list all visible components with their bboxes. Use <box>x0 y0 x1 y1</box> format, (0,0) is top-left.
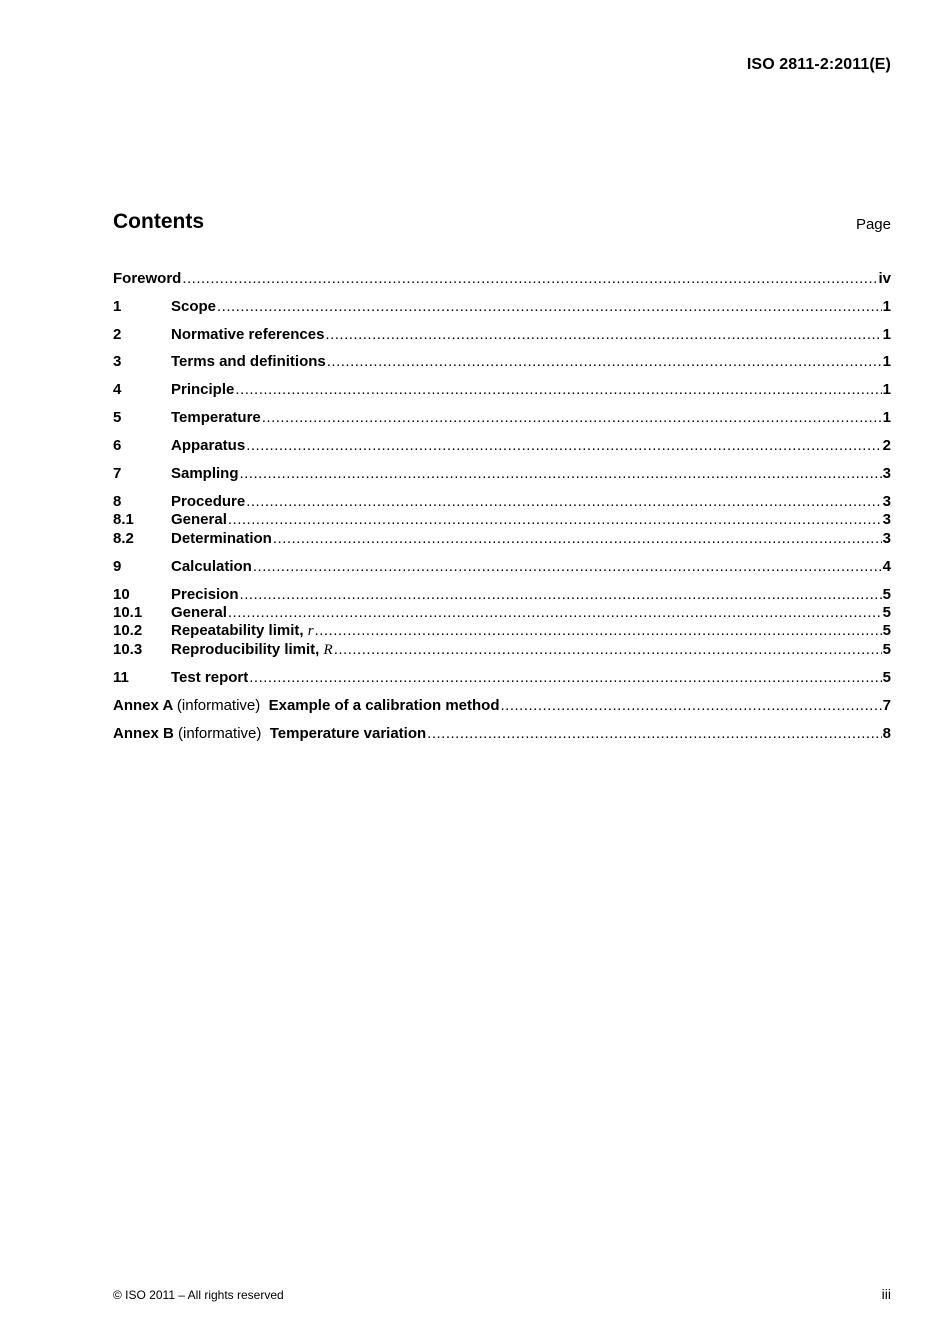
toc-entry-title-wrap <box>171 621 314 641</box>
toc-entry-precision-general[interactable] <box>113 603 891 622</box>
toc-entry-page: iv <box>878 270 891 287</box>
toc-entry-page: 3 <box>882 493 891 510</box>
toc-entry-title: Foreword <box>113 270 182 287</box>
toc-leader-dots <box>327 352 882 371</box>
toc-leader-dots <box>253 557 882 576</box>
toc-entry-page: 1 <box>882 298 891 315</box>
toc-entry-variable: r <box>307 623 314 639</box>
toc-entry-procedure-general[interactable] <box>113 510 891 529</box>
toc-entry-title: Principle <box>171 381 235 398</box>
toc-entry-number: 3 <box>113 353 122 370</box>
toc-entry-title: Procedure <box>171 493 246 510</box>
toc-entry-terms-and-definitions[interactable] <box>113 352 891 371</box>
page-column-label: Page <box>855 216 891 233</box>
toc-annex-label: Annex B <box>113 725 174 742</box>
toc-entry-title: Temperature variation <box>269 725 427 742</box>
toc-leader-dots <box>182 269 877 288</box>
toc-entry-number: 10.3 <box>113 641 143 658</box>
toc-entry-determination[interactable] <box>113 529 891 548</box>
toc-entry-page: 1 <box>882 326 891 343</box>
toc-entry-variable: R <box>323 642 333 658</box>
toc-entry-page: 3 <box>882 530 891 547</box>
toc-entry-number: 8.1 <box>113 511 134 528</box>
toc-entry-reproducibility-limit[interactable] <box>113 640 891 659</box>
footer-page-number: iii <box>881 1286 891 1302</box>
toc-entry-title: Scope <box>171 298 217 315</box>
toc-leader-dots <box>325 325 881 344</box>
toc-entry-title: Temperature <box>171 409 261 426</box>
toc-entry-title: Test report <box>171 669 249 686</box>
toc-entry-page: 5 <box>882 622 891 639</box>
toc-entry-page: 5 <box>882 669 891 686</box>
toc-entry-page: 5 <box>882 586 891 603</box>
toc-entry-number: 2 <box>113 326 122 343</box>
toc-entry-title: Normative references <box>171 326 325 343</box>
toc-leader-dots <box>315 621 882 640</box>
toc-leader-dots <box>228 603 882 622</box>
toc-entry-number: 6 <box>113 437 122 454</box>
toc-entry-number: 7 <box>113 465 122 482</box>
toc-leader-dots <box>501 696 882 715</box>
toc-entry-principle[interactable] <box>113 380 891 399</box>
footer-copyright: © ISO 2011 – All rights reserved <box>113 1288 284 1302</box>
toc-entry-number: 11 <box>113 669 129 686</box>
toc-entry-page: 3 <box>882 465 891 482</box>
toc-leader-dots <box>262 408 882 427</box>
toc-entry-page: 7 <box>882 697 891 714</box>
toc-entry-scope[interactable] <box>113 297 891 316</box>
toc-annex-type: (informative) <box>178 725 262 742</box>
toc-entry-number: 1 <box>113 298 122 315</box>
toc-entry-title: Sampling <box>171 465 239 482</box>
toc-entry-apparatus[interactable] <box>113 436 891 455</box>
toc-annex-label: Annex A <box>113 697 173 714</box>
toc-entry-page: 2 <box>882 437 891 454</box>
toc-entry-normative-references[interactable] <box>113 325 891 344</box>
toc-leader-dots <box>273 529 882 548</box>
toc-entry-title: General <box>171 511 227 528</box>
toc-annex-wrap <box>113 724 426 743</box>
toc-entry-title: General <box>171 604 227 621</box>
toc-entry-number: 10.1 <box>113 604 143 621</box>
toc-entry-calculation[interactable] <box>113 557 891 576</box>
toc-entry-title: Repeatability limit, <box>171 622 308 639</box>
toc-entry-precision[interactable] <box>113 585 891 604</box>
toc-leader-dots <box>240 464 882 483</box>
toc-entry-page: 8 <box>882 725 891 742</box>
toc-entry-title: Apparatus <box>171 437 246 454</box>
toc-entry-number: 4 <box>113 381 122 398</box>
toc-leader-dots <box>240 585 882 604</box>
toc-entry-sampling[interactable] <box>113 464 891 483</box>
toc-entry-annex-a[interactable] <box>113 696 891 715</box>
toc-entry-annex-b[interactable] <box>113 724 891 743</box>
toc-annex-type: (informative) <box>176 697 261 714</box>
toc-entry-repeatability-limit[interactable] <box>113 621 891 640</box>
toc-entry-temperature[interactable] <box>113 408 891 427</box>
toc-leader-dots <box>217 297 882 316</box>
toc-entry-number: 8.2 <box>113 530 134 547</box>
toc-entry-page: 1 <box>882 409 891 426</box>
toc-entry-procedure[interactable] <box>113 492 891 511</box>
toc-entry-page: 4 <box>882 558 891 575</box>
toc-entry-title: Precision <box>171 586 239 603</box>
toc-entry-foreword[interactable] <box>113 269 891 288</box>
toc-leader-dots <box>235 380 881 399</box>
toc-entry-number: 9 <box>113 558 122 575</box>
toc-entry-title: Calculation <box>171 558 252 575</box>
toc-leader-dots <box>334 640 882 659</box>
document-id: ISO 2811-2:2011(E) <box>746 56 891 73</box>
toc-entry-title: Determination <box>171 530 272 547</box>
toc-entry-title: Reproducibility limit, <box>171 641 324 658</box>
toc-entry-page: 1 <box>882 353 891 370</box>
toc-leader-dots <box>427 724 881 743</box>
toc-leader-dots <box>249 668 881 687</box>
toc-entry-page: 1 <box>882 381 891 398</box>
toc-entry-page: 5 <box>882 641 891 658</box>
toc-entry-number: 10 <box>113 586 130 603</box>
toc-annex-wrap <box>113 696 500 715</box>
toc-entry-page: 5 <box>882 604 891 621</box>
toc-leader-dots <box>246 492 881 511</box>
toc-entry-number: 10.2 <box>113 622 143 639</box>
toc-entry-title-wrap <box>171 640 333 660</box>
toc-entry-number: 8 <box>113 493 122 510</box>
toc-entry-page: 3 <box>882 511 891 528</box>
toc-entry-test-report[interactable] <box>113 668 891 687</box>
toc-entry-number: 5 <box>113 409 122 426</box>
toc-entry-title: Terms and definitions <box>171 353 326 370</box>
toc-leader-dots <box>228 510 882 529</box>
contents-heading: Contents <box>113 210 204 233</box>
toc-entry-title: Example of a calibration method <box>268 697 500 714</box>
toc-leader-dots <box>246 436 881 455</box>
